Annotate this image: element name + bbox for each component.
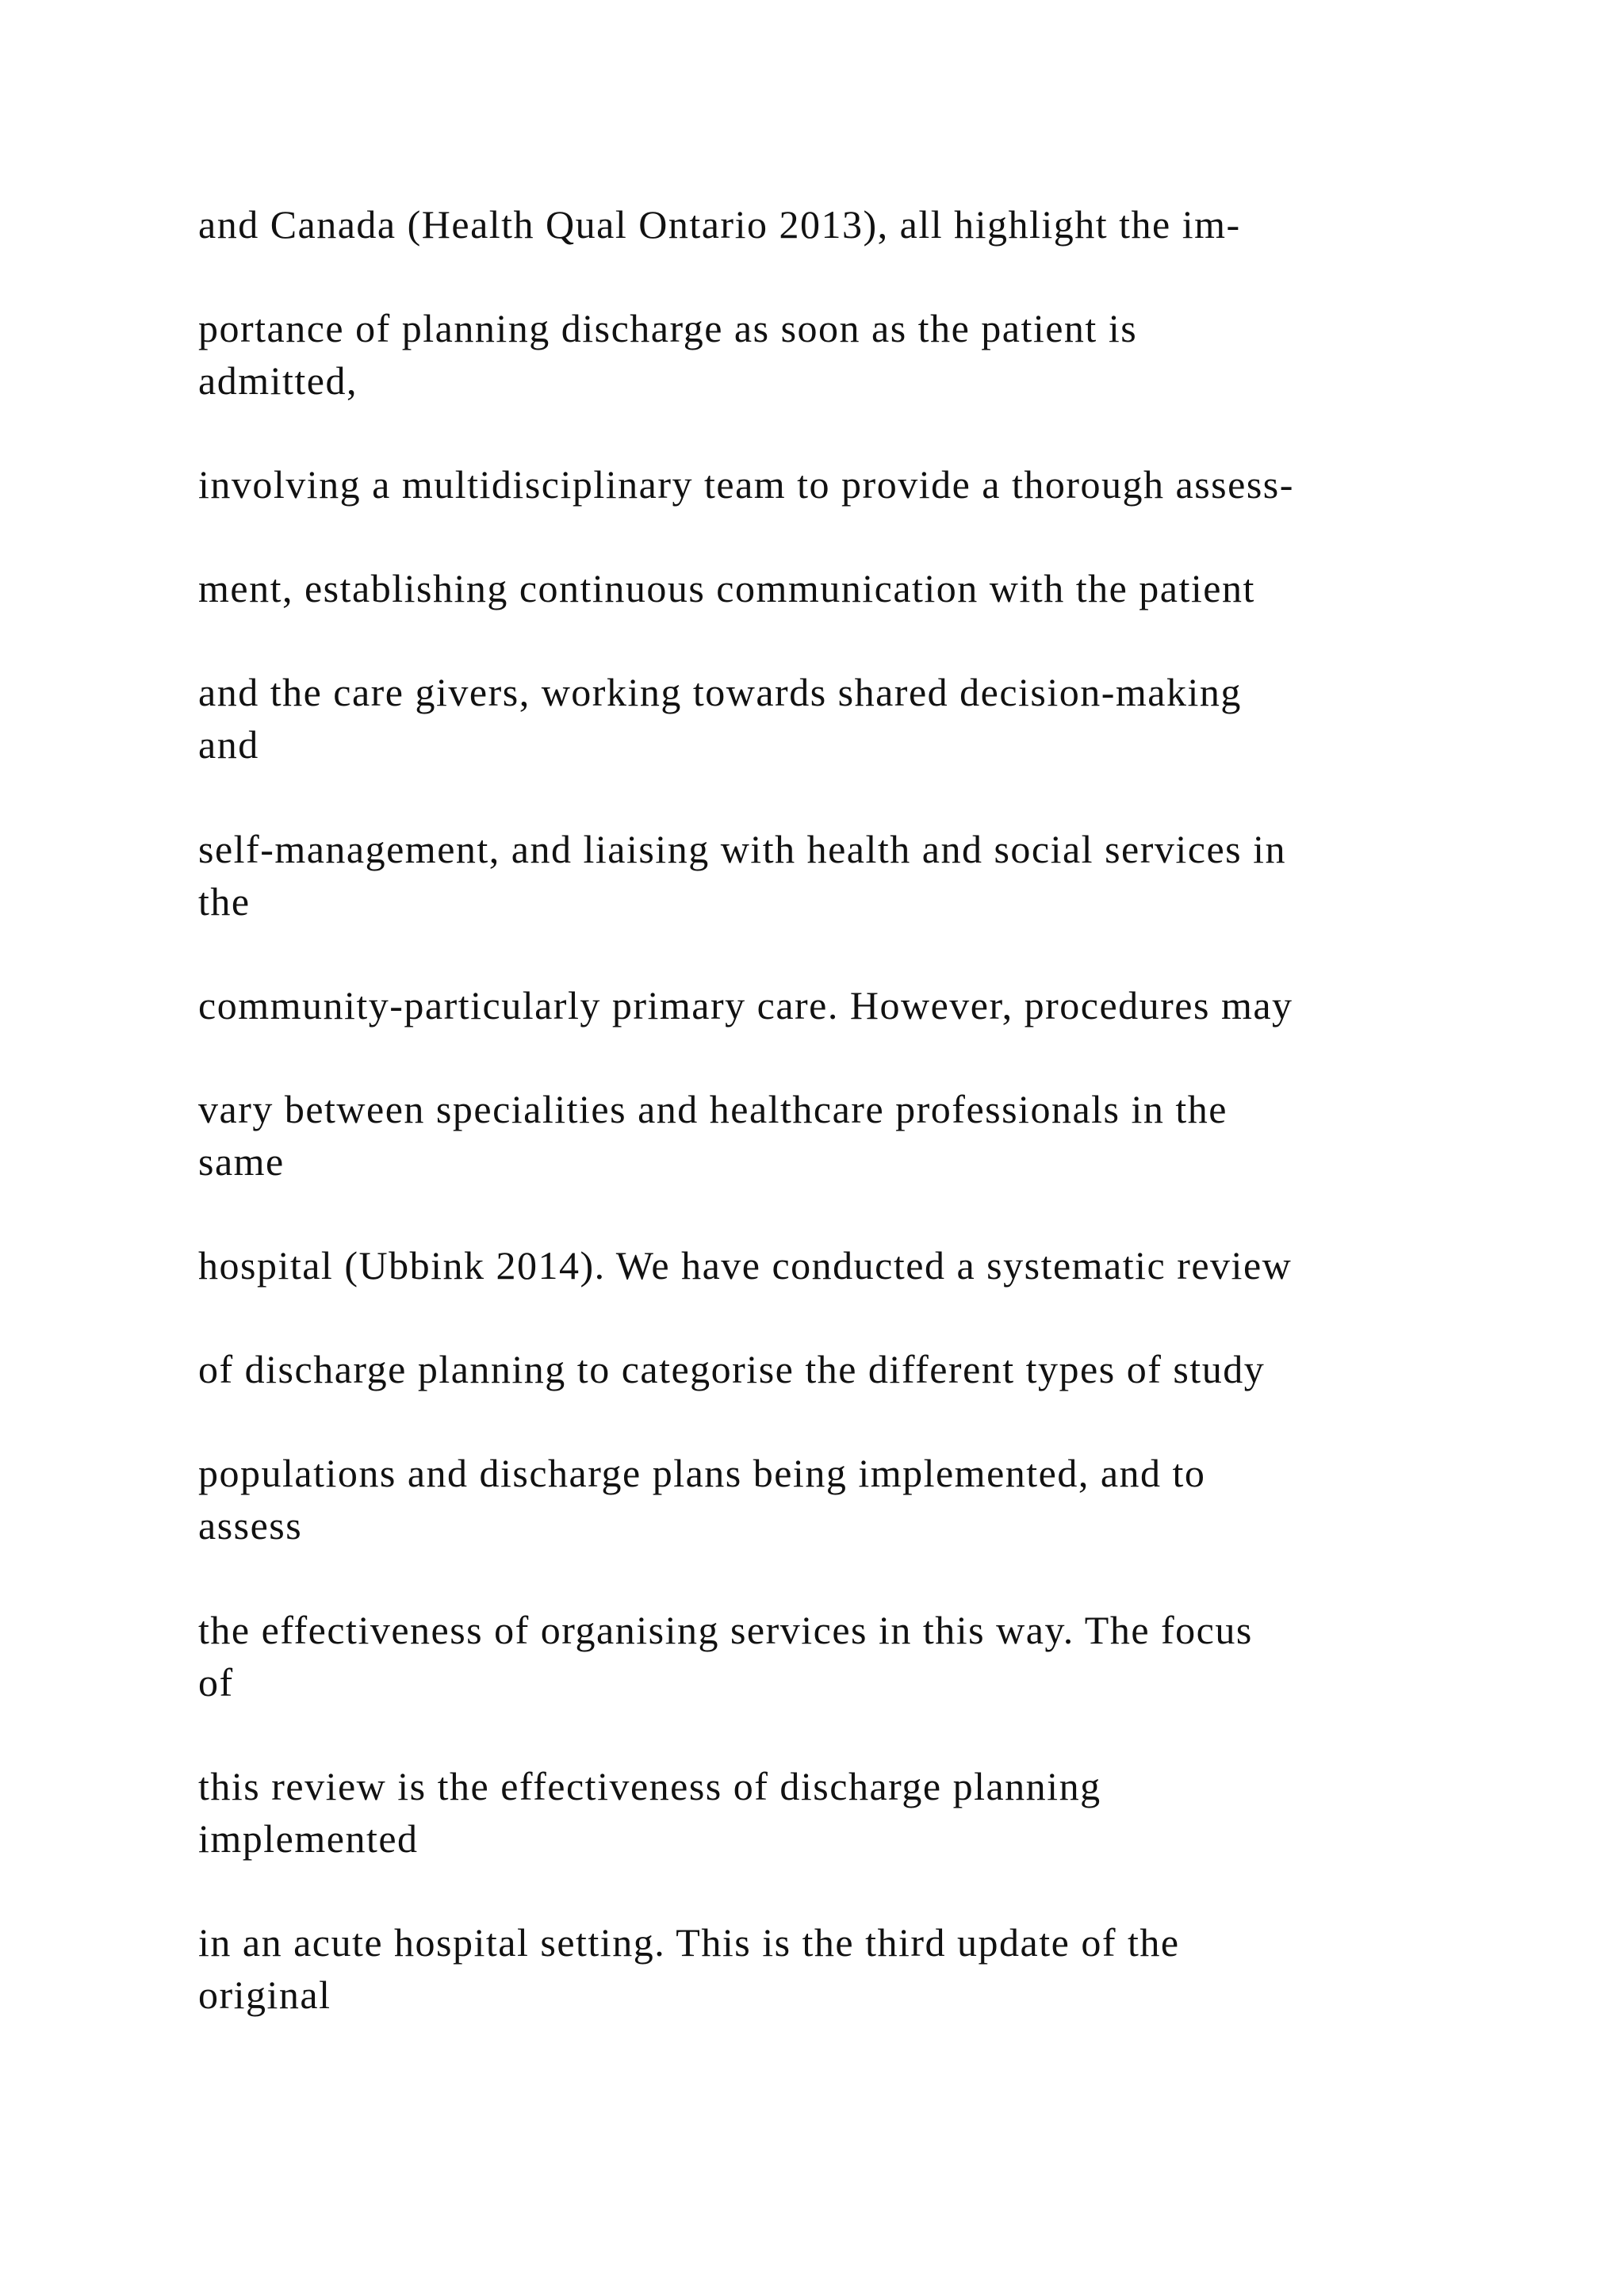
text-line: and the care givers, working towards shared decision-making xyxy=(198,670,1242,714)
text-line: and Canada (Health Qual Ontario 2013), all highlight the im- xyxy=(198,202,1241,247)
text-line: admitted, xyxy=(198,358,358,403)
text-line: the xyxy=(198,879,251,924)
text-line: and xyxy=(198,722,259,767)
text-line: the effectiveness of organising services in this way. The focus xyxy=(198,1608,1253,1652)
text-line: same xyxy=(198,1139,285,1184)
text-line: involving a multidisciplinary team to provide a thorough assess- xyxy=(198,462,1294,507)
text-line: of xyxy=(198,1660,234,1705)
text-line: hospital (Ubbink 2014). We have conducted a systematic review xyxy=(198,1243,1293,1288)
text-line: implemented xyxy=(198,1816,419,1861)
text-line: of discharge planning to categorise the different types of study xyxy=(198,1347,1266,1391)
text-line: portance of planning discharge as soon as the patient is xyxy=(198,306,1138,350)
text-line: community-particularly primary care. However, procedures may xyxy=(198,983,1293,1027)
text-line: original xyxy=(198,1973,331,2017)
text-line: this review is the effectiveness of discharge planning xyxy=(198,1764,1101,1808)
text-line: populations and discharge plans being implemented, and to xyxy=(198,1451,1206,1495)
text-line: self-management, and liaising with health and social services in xyxy=(198,827,1287,871)
text-line: ment, establishing continuous communication with the patient xyxy=(198,566,1255,610)
text-line: assess xyxy=(198,1503,303,1548)
text-line: vary between specialities and healthcare professionals in the xyxy=(198,1087,1228,1131)
text-line: in an acute hospital setting. This is the third update of the xyxy=(198,1920,1180,1965)
